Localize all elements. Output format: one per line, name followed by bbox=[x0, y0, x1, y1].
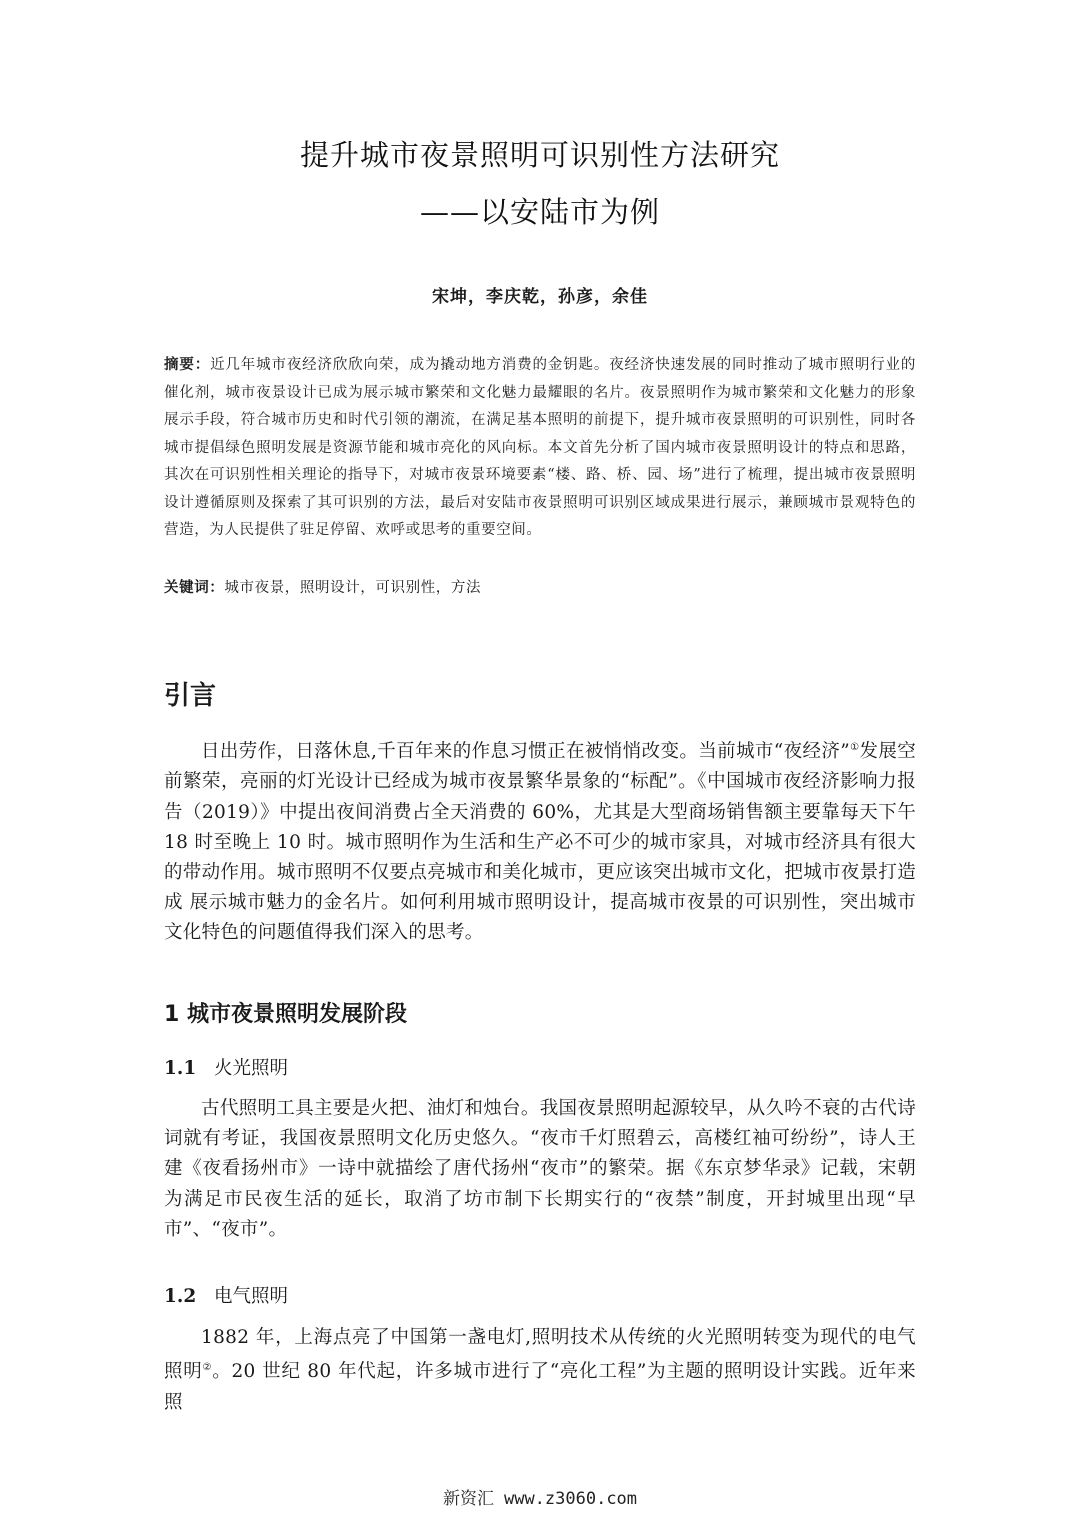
s12-text-part1: 1882 年，上海点亮了中国第一盏电灯,照明技术从传统的火光照明转变为现代的电气照明 bbox=[164, 1327, 916, 1383]
keywords-text: 城市夜景，照明设计，可识别性，方法 bbox=[224, 580, 482, 596]
author-list: 宋坤，李庆乾，孙彦，余佳 bbox=[432, 287, 648, 307]
keywords bbox=[164, 574, 916, 602]
subsection-number: 1.1 bbox=[164, 1058, 197, 1079]
subsection-heading-1-1 bbox=[164, 1054, 288, 1080]
paper-title: 提升城市夜景照明可识别性方法研究 bbox=[299, 138, 780, 172]
footnote-marker-2[interactable]: ② bbox=[202, 1362, 213, 1374]
subsection-1-2-paragraph bbox=[164, 1323, 916, 1418]
intro-text-part2: 发展空前繁荣，亮丽的灯光设计已经成为城市夜景繁华景象的“标配”。《中国城市夜经济影响力报告（2019）》中提出夜间消费占全天消费的 60%，尤其是大型商场销售额主要靠每天下午 18 时至晚上 10 时。城市照明作为生活和生产必不可少的城市家具，对城市经济具有很大的带动作用。城市照明不仅要点亮城市和美化城市，更应该突出城市文化，把城市夜景打造成 展示城市魅力的金名片。如何利用城市照明设计，提高城市夜景的可识别性，突出城市文化特色的问题值得我们深入的思考。 bbox=[164, 741, 917, 944]
subsection-number: 1.2 bbox=[164, 1286, 197, 1307]
s12-text-part2: 。20 世纪 80 年代起，许多城市进行了“亮化工程”为主题的照明设计实践。近年来照 bbox=[164, 1361, 916, 1413]
abstract-text: 近几年城市夜经济欣欣向荣，成为撬动地方消费的金钥匙。夜经济快速发展的同时推动了城市照明行业的催化剂，城市夜景设计已成为展示城市繁荣和文化魅力最耀眼的名片。夜景照明作为城市繁荣和文化魅力的形象展示手段，符合城市历史和时代引领的潮流，在满足基本照明的前提下，提升城市夜景照明的可识别性，同时各城市提倡绿色照明发展是资源节能和城市亮化的风向标。本文首先分析了国内城市夜景照明设计的特点和思路，其次在可识别性相关理论的指导下，对城市夜景环境要素“楼、路、桥、园、场”进行了梳理，提出城市夜景照明设计遵循原则及探索了其可识别的方法，最后对安陆市夜景照明可识别区域成果进行展示，兼顾城市景观特色的营造，为人民提供了驻足停留、欢呼或思考的重要空间。 bbox=[164, 357, 916, 538]
intro-paragraph bbox=[164, 733, 916, 949]
subsection-title: 火光照明 bbox=[214, 1058, 289, 1079]
paper-subtitle: ——以安陆市为例 bbox=[419, 195, 660, 229]
subsection-heading-1-2 bbox=[164, 1282, 288, 1308]
intro-text-part1: 日出劳作，日落休息,千百年来的作息习惯正在被悄悄改变。当前城市“夜经济” bbox=[201, 741, 850, 763]
page-footer bbox=[0, 1484, 1080, 1509]
abstract bbox=[164, 351, 916, 545]
section-heading-intro: 引言 bbox=[164, 681, 217, 711]
footer-site-name: 新资汇 bbox=[442, 1489, 494, 1509]
section-heading-1: 1 城市夜景照明发展阶段 bbox=[164, 1002, 407, 1027]
keywords-label: 关键词： bbox=[164, 579, 225, 596]
footnote-marker-1[interactable]: ① bbox=[850, 742, 860, 753]
subsection-title: 电气照明 bbox=[214, 1286, 289, 1307]
footer-url[interactable]: www.z3060.com bbox=[503, 1489, 638, 1509]
subsection-1-1-paragraph: 古代照明工具主要是火把、油灯和烛台。我国夜景照明起源较早，从久吟不衰的古代诗词就有考证，我国夜景照明文化历史悠久。“夜市千灯照碧云，高楼红袖可纷纷”，诗人王建《夜看扬州市》一诗中就描绘了唐代扬州“夜市”的繁荣。据《东京梦华录》记载，宋朝为满足市民夜生活的延长，取消了坊市制下长期实行的“夜禁”制度，开封城里出现“早市”、“夜市”。 bbox=[164, 1098, 916, 1240]
abstract-label: 摘要： bbox=[164, 356, 211, 373]
